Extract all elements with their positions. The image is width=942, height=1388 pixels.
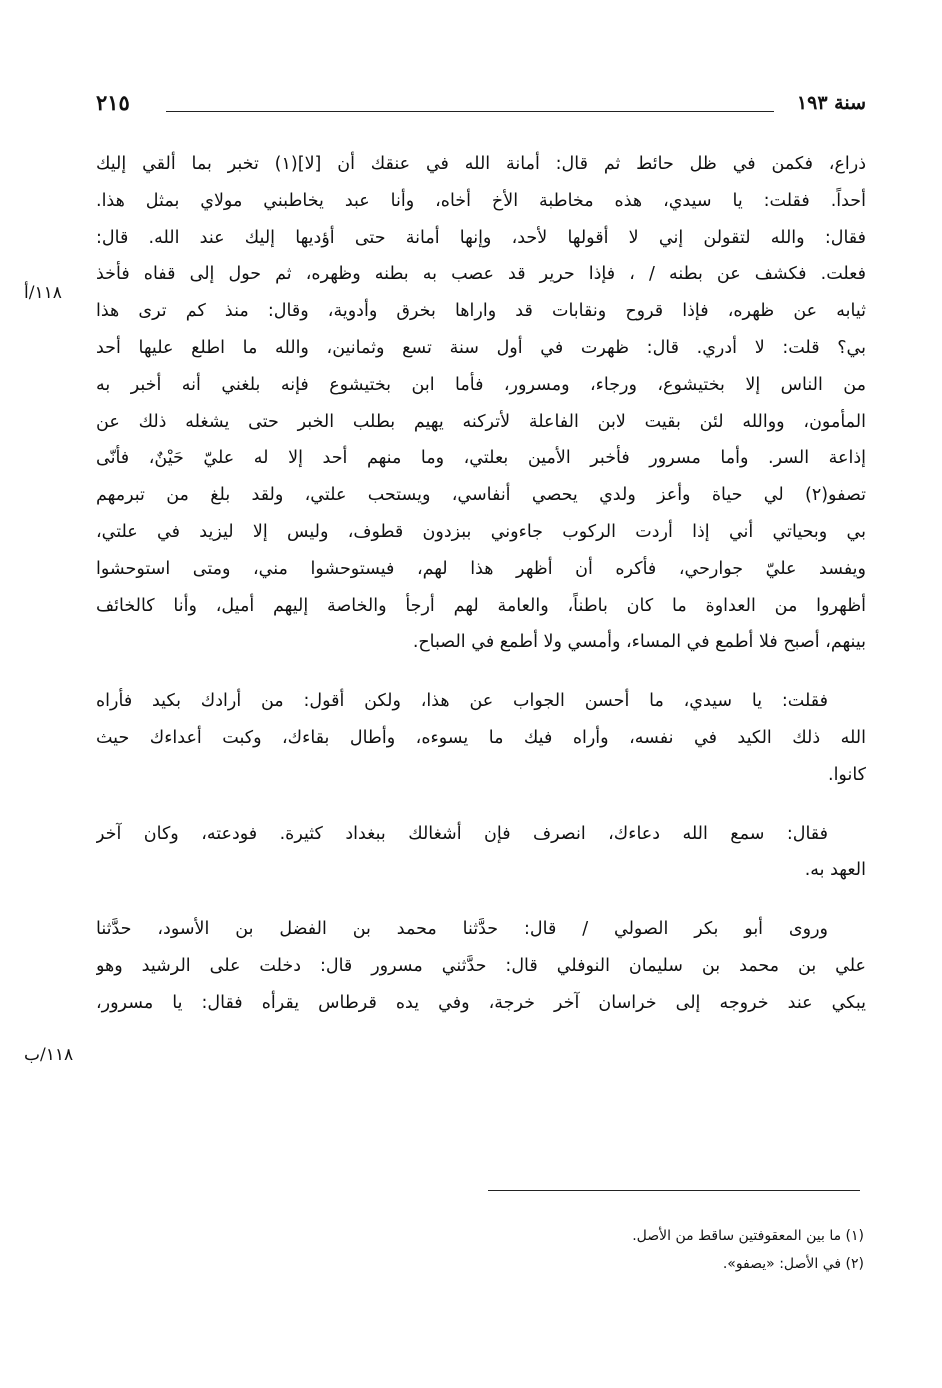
text-line: وروى أبو بكر الصولي / قال: حدَّثنا محمد بن الفضل بن الأسود، حدَّثنا xyxy=(96,919,828,940)
footnote-2: (٢) في الأصل: «يصفو». xyxy=(722,1256,864,1272)
running-header xyxy=(96,92,866,122)
text-line: ثيابه عن ظهره، فإذا قروح ونقابات قد واراها بخرق وأدوية، وقال: منذ كم ترى هذا xyxy=(96,301,866,322)
text-line: أحداً. فقلت: يا سيدي، هذه مخاطبة الأخ أخاه، وأنا عبد يخاطبني مولاي بمثل هذا. xyxy=(96,190,866,211)
text-line: علي بن محمد بن سليمان النوفلي قال: حدَّثني مسرور قال: دخلت على الرشيد وهو xyxy=(96,955,866,976)
text-line: كانوا. xyxy=(828,764,866,785)
main-text xyxy=(96,146,866,1022)
footnote-1: (١) ما بين المعقوفتين ساقط من الأصل. xyxy=(632,1228,864,1244)
header-rule xyxy=(166,111,774,112)
text-line: يبكي عند خروجه إلى خراسان آخر خرجة، وفي يده قرطاس يقرأه فقال: يا مسرور، xyxy=(96,992,866,1013)
text-line: ذراع، فكمن في ظل حائط ثم قال: أمانة الله في عنقك أن [لا](١) تخبر بما ألقي إليك xyxy=(96,154,866,174)
text-line: العهد به. xyxy=(804,860,866,881)
text-line: فقلت: يا سيدي، ما أحسن الجواب عن هذا، ولكن أقول: من أرادك بكيد فأراه xyxy=(96,691,828,712)
text-line: ويفسد عليّ جوارحي، فأكره أن أظهر هذا لهم، فيستوحشوا مني، ومتى استوحشوا xyxy=(96,558,866,579)
text-line: من الناس إلا بختيشوع، ورجاء، ومسرور، فأما ابن بختيشوع فإنه بلغني أنه أخبر به xyxy=(96,374,866,395)
text-line: بي؟ قلت: لا أدري. قال: ظهرت في أول سنة تسع وثمانين، والله ما اطلع عليها أحد xyxy=(96,337,866,358)
margin-folio-note-b: ١١٨/ب xyxy=(24,1045,74,1065)
text-line: بي وبحياتي أني إذا أردت الركوب جاءوني ببزدون قطوف، وليس إلا ليزيد في علتي، xyxy=(96,521,866,542)
text-line: بينهم، أصبح فلا أطمع في المساء، وأمسي ولا أطمع في الصباح. xyxy=(412,632,866,653)
text-line: الله ذلك الكيد في نفسه، وأراه فيك ما يسوءه، وأطال بقاءك، وكبت أعداءك حيث xyxy=(96,727,866,748)
text-line: فقال: والله لتقولن إني لا أقولها لأحد، وإنها أمانة حتى أؤديها إليك عند الله. قال: xyxy=(96,227,866,248)
text-line: إذاعة السر. وأما مسرور فأخبر الأمين بعلتي، وما منهم أحد إلا له عليّ حَيْنٌ، فأنّى xyxy=(96,448,866,469)
text-line: المأمون، ووالله لئن بقيت لابن الفاعلة لأتركنه يهيم بطلب الخبر حتى يشغله ذلك عن xyxy=(96,411,866,432)
footnotes xyxy=(300,1222,864,1278)
footnote-separator xyxy=(488,1190,860,1191)
header-year: سنة ١٩٣ xyxy=(796,92,866,114)
text-line: تصفو(٢) لي حياة وأعز ولدي يحصي أنفاسي، ويستحب علتي، ولقد بلغ من تبرمهم xyxy=(96,485,866,506)
margin-folio-note-a: ١١٨/أ xyxy=(24,283,62,303)
text-line: فقال: سمع الله دعاءك، انصرف فإن أشغالك ببغداد كثيرة. فودعته، وكان آخر xyxy=(96,823,828,844)
text-line: فعلت. فكشف عن بطنه / ، فإذا حرير قد عصب به بطنه وظهره، ثم حول إلى قفاه فأخذ xyxy=(96,264,866,285)
text-line: أظهروا من العداوة ما كان باطناً، والعامة لهم أرجأ والخاصة إليهم أميل، وأنا كالخائف xyxy=(96,595,866,616)
page-number: ٢١٥ xyxy=(96,90,130,115)
